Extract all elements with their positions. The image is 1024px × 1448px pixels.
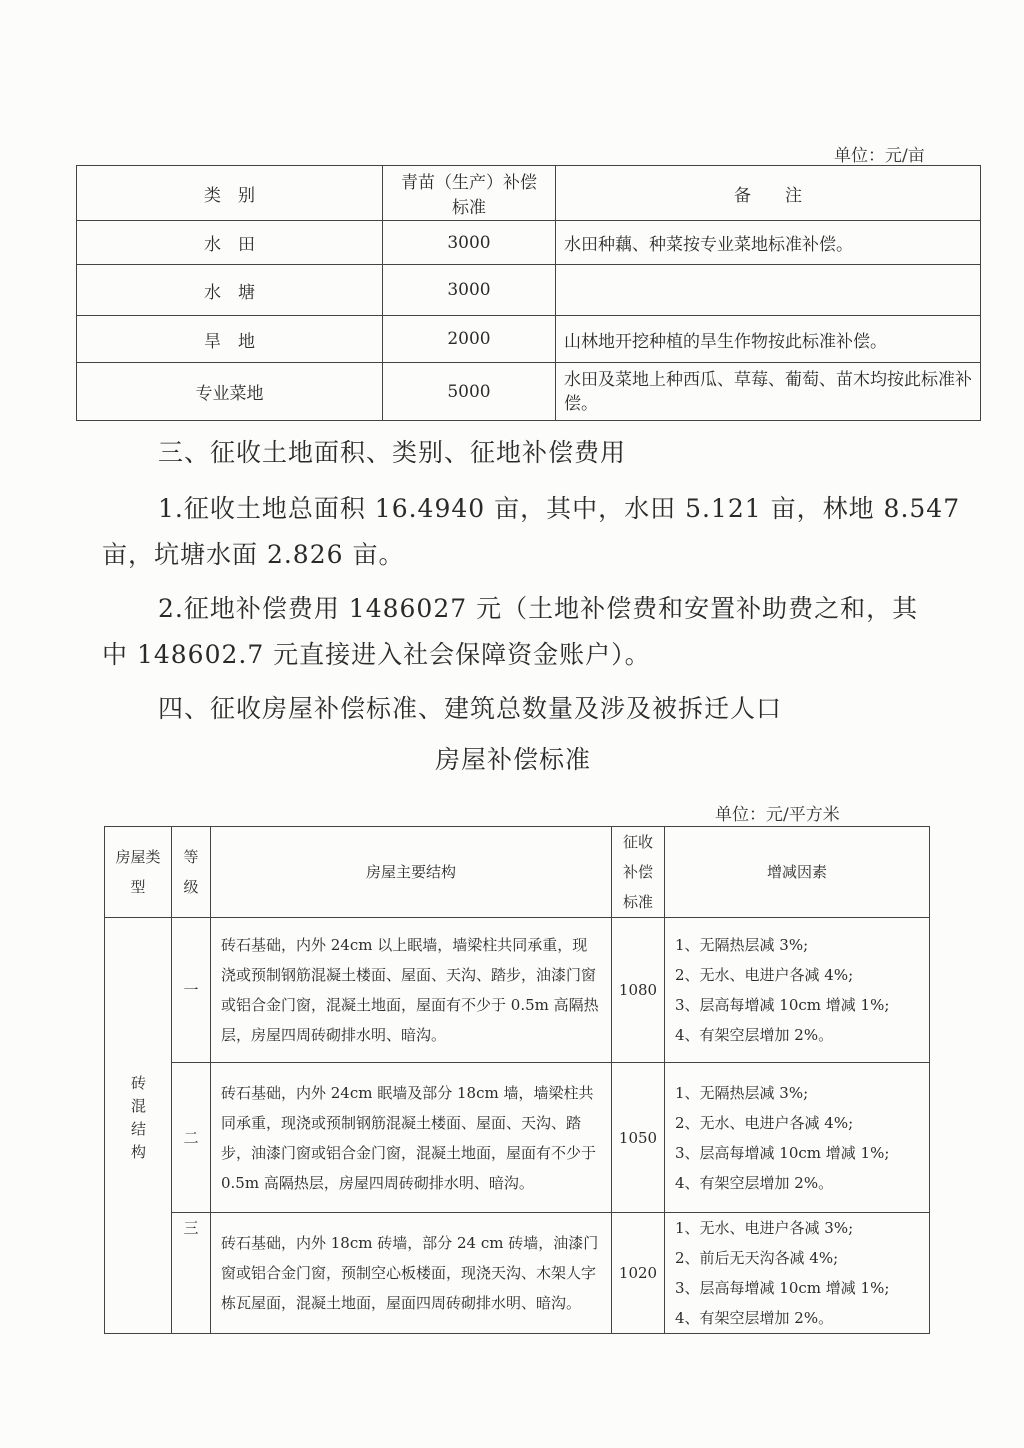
- factor-item: 3、层高每增减 10cm 增减 1%;: [675, 1279, 890, 1297]
- standard-cell: 1080: [612, 918, 665, 1063]
- table1-unit: 单位：元/亩: [834, 146, 925, 166]
- table-header-row: [105, 827, 930, 918]
- table-row: [77, 221, 981, 265]
- table-row: [77, 265, 981, 316]
- row-note: 水田种藕、种菜按专业菜地标准补偿。: [556, 221, 981, 265]
- table2-unit: 单位：元/平方米: [715, 805, 840, 825]
- house-type-label: 砖混结构: [129, 1074, 147, 1167]
- factor-item: 4、有架空层增加 2%。: [675, 1173, 834, 1192]
- table-row: [105, 1063, 930, 1213]
- factor-item: 3、层高每增减 10cm 增减 1%;: [675, 1143, 890, 1162]
- factor-item: 1、无隔热层减 3%;: [675, 936, 809, 954]
- row-value: 3000: [383, 265, 556, 316]
- standard-cell: 1020: [612, 1213, 665, 1334]
- row-category: 旱 地: [77, 316, 383, 363]
- row-category: 水 塘: [77, 265, 383, 316]
- grade-cell: 一: [172, 918, 211, 1063]
- header-standard: 青苗（生产）补偿标准: [383, 166, 556, 221]
- header-factors: 增减因素: [665, 827, 930, 918]
- table-row: [77, 316, 981, 363]
- row-value: 5000: [383, 363, 556, 421]
- factor-item: 2、无水、电进户各减 4%;: [675, 966, 854, 984]
- factors-cell: [665, 918, 930, 1063]
- row-note: 山林地开挖种植的旱生作物按此标准补偿。: [556, 316, 981, 363]
- row-category: 水 田: [77, 221, 383, 265]
- row-value: 2000: [383, 316, 556, 363]
- row-value: 3000: [383, 221, 556, 265]
- table-row: [105, 918, 930, 1063]
- factor-item: 2、无水、电进户各减 4%;: [675, 1113, 854, 1132]
- section4-heading: 四、征收房屋补偿标准、建筑总数量及涉及被拆迁人口: [158, 694, 783, 723]
- header-category: 类 别: [77, 166, 383, 221]
- row-note: [556, 265, 981, 316]
- factor-item: 3、层高每增减 10cm 增减 1%;: [675, 996, 890, 1014]
- factor-item: 1、无水、电进户各减 3%;: [675, 1219, 854, 1237]
- factor-item: 4、有架空层增加 2%。: [675, 1309, 834, 1327]
- grade-cell: 三: [172, 1213, 211, 1334]
- table-row: [105, 1213, 930, 1334]
- house-compensation-table: [104, 826, 930, 1334]
- row-category: 专业菜地: [77, 363, 383, 421]
- factor-item: 2、前后无天沟各减 4%;: [675, 1249, 839, 1267]
- header-grade: 等级: [172, 827, 211, 918]
- land-compensation-table: [76, 165, 981, 421]
- header-standard: 征收补偿标准: [612, 827, 665, 918]
- section3-paragraph2-line1: 2.征地补偿费用 1486027 元（土地补偿费和安置补助费之和，其: [158, 594, 919, 623]
- table-row: [77, 363, 981, 421]
- factors-cell: [665, 1213, 930, 1334]
- standard-cell: 1050: [612, 1063, 665, 1213]
- header-house-type: 房屋类型: [105, 827, 172, 918]
- factor-item: 1、无隔热层减 3%;: [675, 1083, 809, 1102]
- structure-cell: 砖石基础，内外 24cm 眠墙及部分 18cm 墙，墙梁柱共同承重，现浇或预制钢筋混凝土楼面、屋面、天沟、踏步，油漆门窗或铝合金门窗，混凝土地面，屋面有不少于 0.5m 高隔热层，房屋四周砖砌排水明、暗沟。: [211, 1063, 612, 1213]
- section3-heading: 三、征收土地面积、类别、征地补偿费用: [158, 438, 627, 467]
- structure-cell: 砖石基础，内外 24cm 以上眠墙，墙梁柱共同承重，现浇或预制钢筋混凝土楼面、屋面、天沟、踏步，油漆门窗或铝合金门窗，混凝土地面，屋面有不少于 0.5m 高隔热层，房屋四周砖砌排水明、暗沟。: [211, 918, 612, 1063]
- house-type-cell: [105, 918, 172, 1334]
- header-structure: 房屋主要结构: [211, 827, 612, 918]
- section3-paragraph2-line2: 中 148602.7 元直接进入社会保障资金账户）。: [102, 640, 651, 669]
- table-header-row: [77, 166, 981, 221]
- section3-paragraph1-line2: 亩，坑塘水面 2.826 亩。: [102, 540, 405, 569]
- table2-title: 房屋补偿标准: [435, 745, 592, 774]
- factor-item: 4、有架空层增加 2%。: [675, 1026, 834, 1044]
- grade-cell: 二: [172, 1063, 211, 1213]
- structure-cell: 砖石基础，内外 18cm 砖墙，部分 24 cm 砖墙，油漆门窗或铝合金门窗，预制空心板楼面，现浇天沟、木架人字栋瓦屋面，混凝土地面，屋面四周砖砌排水明、暗沟。: [211, 1213, 612, 1334]
- factors-cell: [665, 1063, 930, 1213]
- row-note: 水田及菜地上种西瓜、草莓、葡萄、苗木均按此标准补偿。: [556, 363, 981, 421]
- header-note: 备 注: [556, 166, 981, 221]
- section3-paragraph1-line1: 1.征收土地总面积 16.4940 亩，其中，水田 5.121 亩，林地 8.547: [158, 494, 961, 523]
